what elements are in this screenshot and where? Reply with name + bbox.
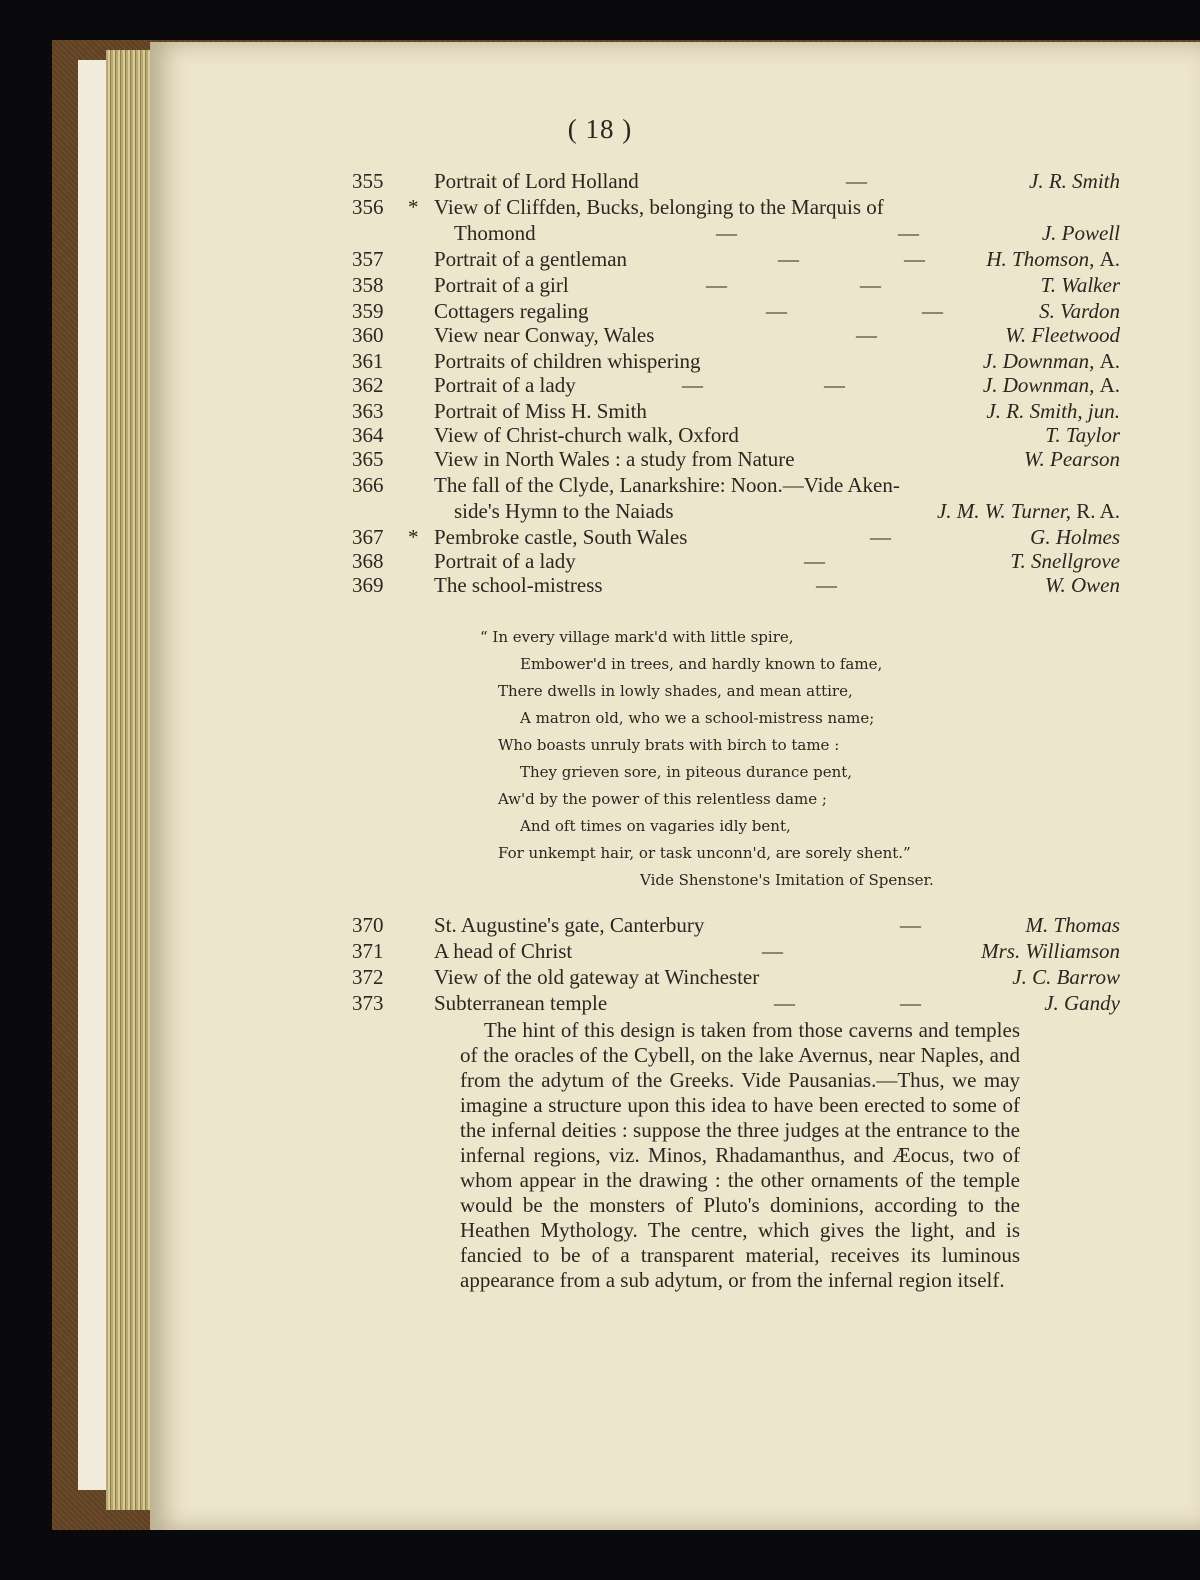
entry-title: View of the old gateway at Winchester: [434, 965, 760, 989]
entry-number: 371: [352, 939, 384, 963]
entry-title: View in North Wales : a study from Nature: [434, 447, 795, 471]
dash-separator: —: [870, 525, 891, 549]
entry-title: Portrait of a lady: [434, 549, 576, 573]
artist-name: J. C. Barrow: [1012, 965, 1120, 989]
artist-name: M. Thomas: [1025, 913, 1120, 937]
poem-line: They grieven sore, in piteous durance pent,: [520, 763, 853, 781]
dash-separator: —: [856, 323, 877, 347]
entry-number: 360: [352, 323, 384, 347]
poem-line: For unkempt hair, or task unconn'd, are sorely shent.”: [498, 844, 911, 862]
entry-number: 362: [352, 373, 384, 397]
artist-name: J. R. Smith, jun.: [986, 399, 1120, 423]
entry-title: View of Christ-church walk, Oxford: [434, 423, 739, 447]
star-marker: *: [408, 195, 419, 219]
poem-line: And oft times on vagaries idly bent,: [520, 817, 791, 835]
catalogue-entry: [352, 246, 1120, 272]
catalogue-entry: [352, 548, 1120, 574]
entry-title: Portrait of Miss H. Smith: [434, 399, 647, 423]
entry-title: The fall of the Clyde, Lanarkshire: Noon.—Vide Aken-: [434, 473, 900, 497]
page-number: ( 18 ): [567, 114, 633, 144]
dash-separator: —: [922, 299, 943, 323]
dash-separator: —: [774, 991, 795, 1015]
dash-separator: —: [898, 221, 919, 245]
poem-line: “ In every village mark'd with little spire,: [480, 628, 794, 646]
entry-number: 356: [352, 195, 384, 219]
catalogue-entry: [352, 348, 1120, 374]
artist-name: G. Holmes: [1030, 525, 1120, 549]
entry-number: 370: [352, 913, 384, 937]
catalogue-entry: [352, 194, 1120, 220]
entry-title: View near Conway, Wales: [434, 323, 655, 347]
poem-line: A matron old, who we a school-mistress name;: [520, 709, 875, 727]
catalogue-entry: [352, 964, 1120, 990]
catalogue-entry: [352, 168, 1120, 194]
catalogue-entry: [352, 524, 1120, 550]
entry-title: Pembroke castle, South Wales: [434, 525, 688, 549]
note-paragraph: The hint of this design is taken from those caverns and temples of the oracles of the Cybell, on the lake Avernus, near Naples, and from the adytum of the Greeks. Vide Pausanias.—Thus, we may imagine a structure upon this idea to have been erected to some of the infernal deities : suppose the three judges at the entrance to the infernal regions, viz. Minos, Rhadamanthus, and Æocus, two of whom appear in the drawing : the other ornaments of the temple would be the monsters of Pluto's dominions, according to the Heathen Mythology. The centre, which gives the light, and is fancied to be of a transparent material, receives its luminous appearance from a sub adytum, or from the infernal region itself.: [460, 1018, 1020, 1292]
entry-number: 357: [352, 247, 384, 271]
artist-name: W. Fleetwood: [1005, 323, 1120, 347]
entry-number: 364: [352, 423, 384, 447]
entry-title-continued: side's Hymn to the Naiads: [454, 499, 674, 523]
poem-line: Embower'd in trees, and hardly known to fame,: [520, 655, 883, 673]
entry-title: Subterranean temple: [434, 991, 608, 1015]
dash-separator: —: [804, 549, 825, 573]
dash-separator: —: [904, 247, 925, 271]
poem-line: There dwells in lowly shades, and mean attire,: [498, 682, 853, 700]
poem-quotation: [480, 624, 934, 894]
poem-line: Aw'd by the power of this relentless dame ;: [498, 790, 827, 808]
catalogue-entry: [352, 990, 1120, 1016]
entry-title: Portrait of Lord Holland: [434, 169, 639, 193]
entry-title: View of Cliffden, Bucks, belonging to the Marquis of: [434, 195, 884, 219]
entry-number: 361: [352, 349, 384, 373]
entry-title-continued: Thomond: [454, 221, 536, 245]
catalogue-entry: [352, 398, 1120, 424]
dash-separator: —: [778, 247, 799, 271]
artist-name: J. M. W. Turner, R. A.: [936, 499, 1120, 523]
entry-title: Portraits of children whispering: [434, 349, 701, 373]
entry-number: 358: [352, 273, 384, 297]
catalogue-entry: [352, 912, 1120, 938]
catalogue-entry: [352, 322, 1120, 348]
entry-title: St. Augustine's gate, Canterbury: [434, 913, 705, 937]
dash-separator: —: [860, 273, 881, 297]
entry-title: Portrait of a lady: [434, 373, 576, 397]
dash-separator: —: [816, 573, 837, 597]
entry-number: 359: [352, 299, 384, 323]
artist-name: W. Pearson: [1023, 447, 1120, 471]
dash-separator: —: [716, 221, 737, 245]
dash-separator: —: [824, 373, 845, 397]
entry-title: Cottagers regaling: [434, 299, 589, 323]
catalogue-entry-continued: [352, 498, 1120, 524]
catalogue-entry: [352, 422, 1120, 448]
entry-number: 369: [352, 573, 384, 597]
catalogue-entry: [352, 446, 1120, 472]
catalogue-entry: [352, 572, 1120, 598]
entry-number: 366: [352, 473, 384, 497]
artist-name: J. Downman, A.: [982, 349, 1120, 373]
descriptive-note: [460, 1018, 1020, 1293]
page-edges: [106, 50, 154, 1510]
entry-number: 355: [352, 169, 384, 193]
artist-name: W. Owen: [1044, 573, 1120, 597]
endpaper: [78, 60, 108, 1490]
artist-name: T. Walker: [1040, 273, 1120, 297]
artist-name: J. Powell: [1041, 221, 1120, 245]
entry-number: 363: [352, 399, 384, 423]
dash-separator: —: [706, 273, 727, 297]
artist-name: J. R. Smith: [1029, 169, 1120, 193]
entry-title: Portrait of a girl: [434, 273, 569, 297]
entry-title: The school-mistress: [434, 573, 603, 597]
dash-separator: —: [762, 939, 783, 963]
artist-name: H. Thomson, A.: [986, 247, 1120, 271]
entry-number: 373: [352, 991, 384, 1015]
artist-name: J. Gandy: [1044, 991, 1120, 1015]
dash-separator: —: [900, 991, 921, 1015]
catalogue-entry: [352, 298, 1120, 324]
entry-number: 372: [352, 965, 384, 989]
dash-separator: —: [846, 169, 867, 193]
catalogue-entry: [352, 372, 1120, 398]
artist-name: T. Taylor: [1045, 423, 1120, 447]
catalogue-entry-continued: [352, 220, 1120, 246]
catalogue-entry: [352, 272, 1120, 298]
artist-name: T. Snellgrove: [1010, 549, 1120, 573]
catalogue-entry: [352, 472, 1120, 498]
catalogue-entry: [352, 938, 1120, 964]
dash-separator: —: [900, 913, 921, 937]
entry-title: A head of Christ: [434, 939, 573, 963]
entry-number: 367: [352, 525, 384, 549]
entry-number: 368: [352, 549, 384, 573]
artist-name: S. Vardon: [1039, 299, 1120, 323]
poem-line: Who boasts unruly brats with birch to tame :: [498, 736, 840, 754]
dash-separator: —: [682, 373, 703, 397]
dash-separator: —: [766, 299, 787, 323]
star-marker: *: [408, 525, 419, 549]
entry-title: Portrait of a gentleman: [434, 247, 628, 271]
artist-name: Mrs. Williamson: [981, 939, 1120, 963]
artist-name: J. Downman, A.: [982, 373, 1120, 397]
entry-number: 365: [352, 447, 384, 471]
poem-attribution: Vide Shenstone's Imitation of Spenser.: [640, 871, 934, 889]
